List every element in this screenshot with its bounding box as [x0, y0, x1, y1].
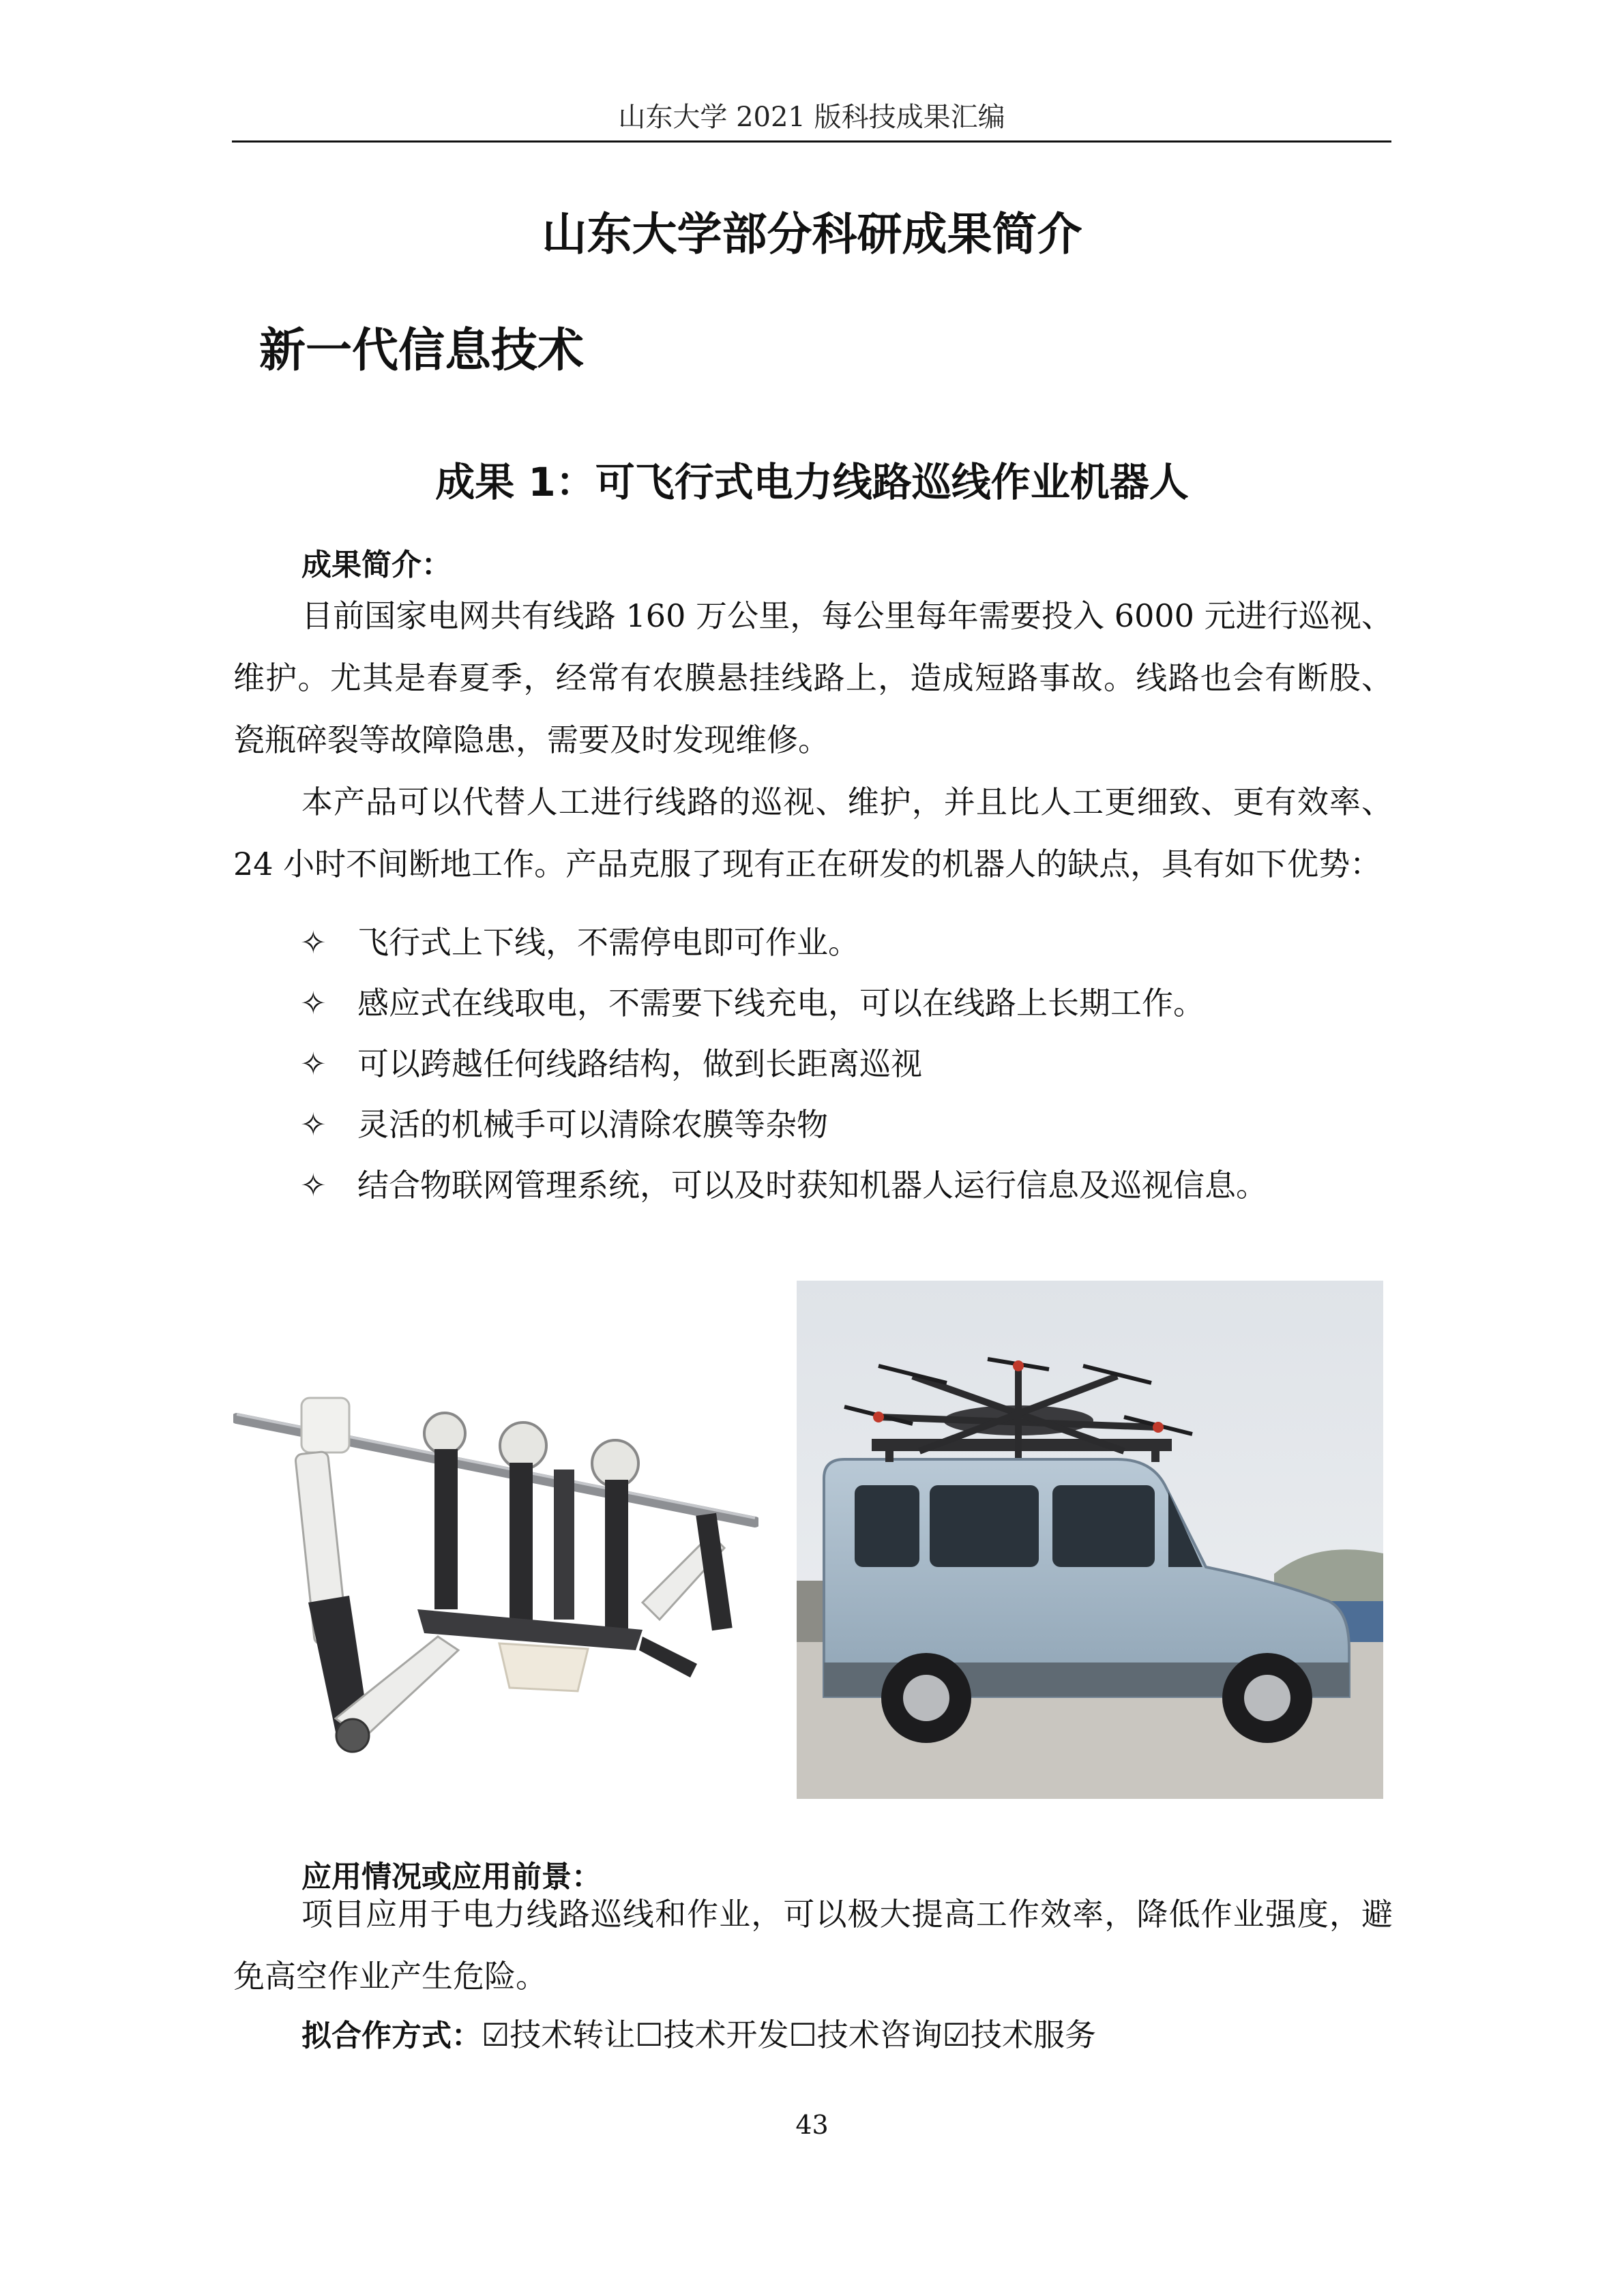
intro-paragraph-1: 目前国家电网共有线路 160 万公里，每公里每年需要投入 6000 元进行巡视、维护。尤其是春夏季，经常有农膜悬挂线路上，造成短路事故。线路也会有断股、瓷瓶碎裂等故障隐患，需要及时发现维修。 — [233, 597, 1393, 758]
line-robot-photo — [233, 1377, 758, 1787]
checkbox-unchecked-icon[interactable]: ☐ — [788, 2016, 817, 2053]
intro-label: 成果简介： — [301, 548, 452, 582]
van-drone-photo — [797, 1281, 1383, 1799]
list-item: ✧ 感应式在线取电，不需要下线充电，可以在线路上长期工作。 — [300, 973, 1267, 1034]
page-title: 山东大学部分科研成果简介 — [542, 208, 1082, 260]
list-item: ✧ 结合物联网管理系统，可以及时获知机器人运行信息及巡视信息。 — [300, 1155, 1267, 1216]
checkbox-checked-icon[interactable]: ☑ — [942, 2016, 971, 2053]
sparkle-icon: ✧ — [300, 1106, 327, 1143]
list-item: ✧ 可以跨越任何线路结构，做到长距离巡视 — [300, 1034, 1267, 1094]
application-label: 应用情况或应用前景： — [301, 1860, 602, 1894]
checkbox-checked-icon[interactable]: ☑ — [482, 2016, 510, 2053]
list-item: ✧ 灵活的机械手可以清除农膜等杂物 — [300, 1094, 1267, 1155]
sparkle-icon: ✧ — [300, 1167, 327, 1204]
advantages-list — [300, 912, 1267, 1216]
cooperation-option-consulting: 技术咨询 — [816, 2016, 943, 2053]
running-header: 山东大学 2021 版科技成果汇编 — [618, 102, 1005, 133]
item-title: 成果 1：可飞行式电力线路巡线作业机器人 — [435, 459, 1189, 505]
checkbox-unchecked-icon[interactable]: ☐ — [635, 2016, 664, 2053]
sparkle-icon: ✧ — [300, 924, 327, 961]
sparkle-icon: ✧ — [300, 985, 327, 1022]
sparkle-icon: ✧ — [300, 1045, 327, 1082]
cooperation-label: 拟合作方式： — [301, 2018, 482, 2053]
application-text: 项目应用于电力线路巡线和作业，可以极大提高工作效率，降低作业强度，避免高空作业产生危险。 — [233, 1896, 1393, 1995]
cooperation-option-development: 技术开发 — [663, 2016, 789, 2053]
cooperation-option-transfer: 技术转让 — [510, 2016, 636, 2053]
cooperation-row — [301, 2010, 1096, 2055]
intro-paragraph-2: 本产品可以代替人工进行线路的巡视、维护，并且比人工更细致、更有效率、24 小时不间断地工作。产品克服了现有正在研发的机器人的缺点，具有如下优势： — [233, 784, 1393, 882]
list-item: ✧ 飞行式上下线，不需停电即可作业。 — [300, 912, 1267, 973]
section-title: 新一代信息技术 — [259, 324, 585, 378]
cooperation-option-service: 技术服务 — [971, 2016, 1096, 2053]
header-rule — [232, 140, 1391, 143]
page-number: 43 — [795, 2110, 829, 2140]
